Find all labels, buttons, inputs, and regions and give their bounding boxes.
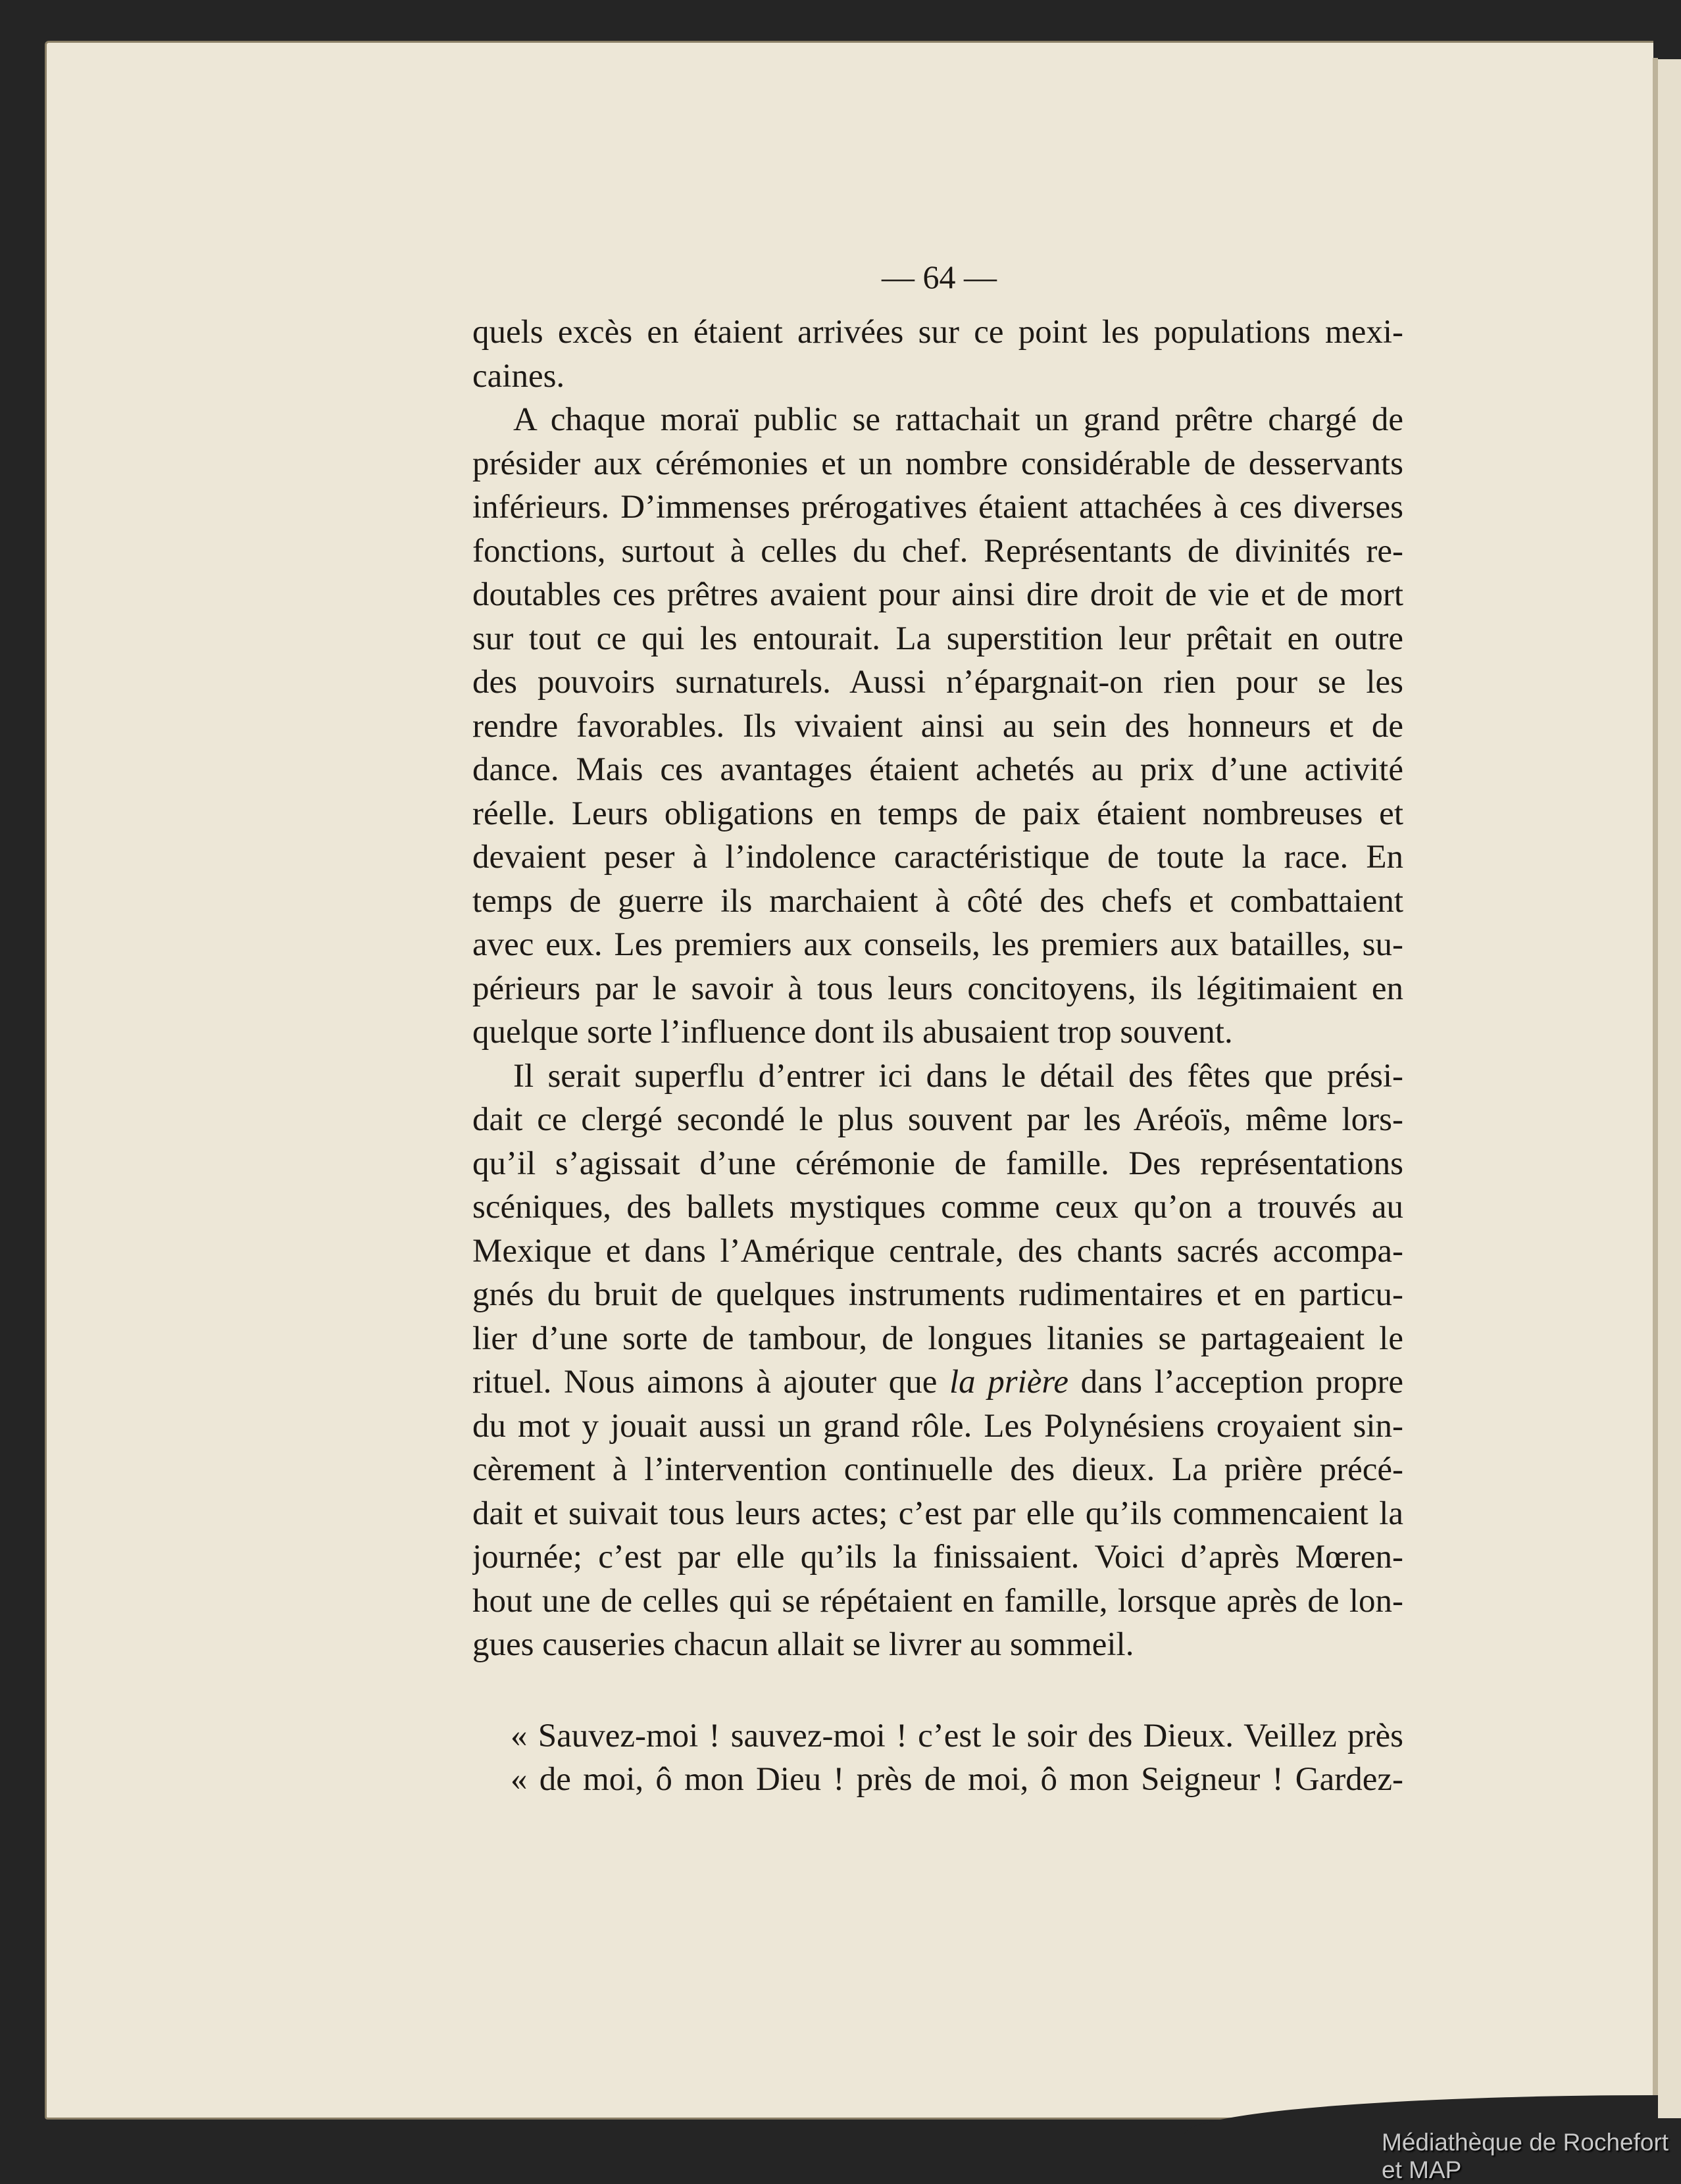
text-line: des pouvoirs surnaturels. Aussi n’épargnait-on rien pour se les <box>472 664 1403 701</box>
text-line: quelque sorte l’influence dont ils abusaient trop souvent. <box>472 1014 1233 1051</box>
text-line: réelle. Leurs obligations en temps de paix étaient nombreuses et <box>472 795 1403 832</box>
text-line: devaient peser à l’indolence caractéristique de toute la race. En <box>472 839 1403 876</box>
text-line: inférieurs. D’immenses prérogatives étaient attachées à ces diverses <box>472 489 1403 526</box>
text-line: dait et suivait tous leurs actes; c’est par elle qu’ils commencaient la <box>472 1495 1403 1532</box>
text-line: qu’il s’agissait d’une cérémonie de famille. Des représentations <box>472 1145 1403 1182</box>
text-line: Mexique et dans l’Amérique centrale, des chants sacrés accompa- <box>472 1232 1403 1270</box>
text-line: dait ce clergé secondé le plus souvent par les Aréoïs, même lors- <box>472 1101 1403 1138</box>
text-line: périeurs par le savoir à tous leurs concitoyens, ils légitimaient en <box>472 970 1403 1007</box>
text-line: gues causeries chacun allait se livrer au sommeil. <box>472 1626 1134 1663</box>
text-line: avec eux. Les premiers aux conseils, les premiers aux batailles, su- <box>472 926 1403 963</box>
italic-phrase: la prière <box>949 1364 1069 1401</box>
text-line: présider aux cérémonies et un nombre considérable de desservants <box>472 445 1403 482</box>
credit-watermark: Médiathèque de Rochefort et MAP <box>1382 2129 1669 2183</box>
text-line: doutables ces prêtres avaient pour ainsi dire droit de vie et de mort <box>472 576 1403 613</box>
text-line: A chaque moraï public se rattachait un grand prêtre chargé de <box>513 401 1403 438</box>
text-line: « Sauvez-moi ! sauvez-moi ! c’est le soir des Dieux. Veillez près <box>511 1717 1403 1754</box>
page-gutter <box>1653 58 1658 2117</box>
text-line: scéniques, des ballets mystiques comme ceux qu’on a trouvés au <box>472 1189 1403 1226</box>
text-line: fonctions, surtout à celles du chef. Représentants de divinités re- <box>472 532 1403 570</box>
paragraph-gap <box>472 1667 1403 1714</box>
text-line: cèrement à l’intervention continuelle des dieux. La prière précé- <box>472 1451 1403 1488</box>
text-line: lier d’une sorte de tambour, de longues litanies se partageaient le <box>472 1320 1403 1357</box>
text-line: journée; c’est par elle qu’ils la finissaient. Voici d’après Mœren- <box>472 1539 1403 1576</box>
text-line: gnés du bruit de quelques instruments rudimentaires et en particu- <box>472 1276 1403 1313</box>
text-line: hout une de celles qui se répétaient en famille, lorsque après de lon- <box>472 1582 1403 1620</box>
page-number: — 64 — <box>882 259 997 295</box>
body-text <box>472 310 1403 1802</box>
text-line: temps de guerre ils marchaient à côté des chefs et combattaient <box>472 882 1403 920</box>
text-line: Il serait superflu d’entrer ici dans le détail des fêtes que prési- <box>513 1057 1403 1095</box>
text-segment: rituel. Nous aimons à ajouter que <box>472 1364 949 1401</box>
text-segment: dans l’acception propre <box>1068 1364 1403 1401</box>
text-line: du mot y jouait aussi un grand rôle. Les Polynésiens croyaient sin- <box>472 1407 1403 1445</box>
text-line: rendre favorables. Ils vivaient ainsi au sein des honneurs et de <box>472 707 1403 745</box>
text-line: sur tout ce qui les entourait. La superstition leur prêtait en outre <box>472 620 1403 657</box>
next-page-edge <box>1658 59 1681 2118</box>
text-line: quels excès en étaient arrivées sur ce point les populations mexi- <box>472 314 1403 351</box>
text-line: « de moi, ô mon Dieu ! près de moi, ô mon Seigneur ! Gardez- <box>511 1761 1403 1798</box>
text-line: caines. <box>472 357 565 395</box>
text-line <box>472 1360 1403 1404</box>
text-line: dance. Mais ces avantages étaient achetés au prix d’une activité <box>472 751 1403 788</box>
